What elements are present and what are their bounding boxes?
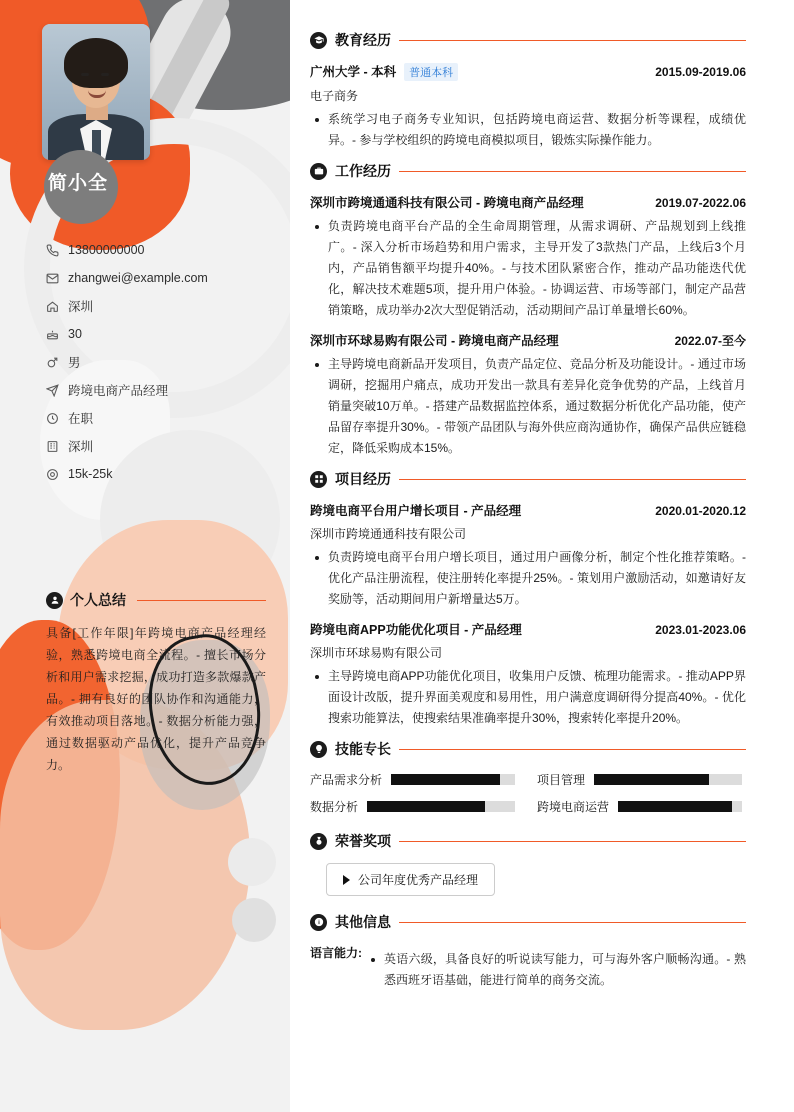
- work-date: 2019.07-2022.06: [655, 196, 746, 210]
- section-rule: [399, 749, 746, 750]
- bullet: 主导跨境电商新品开发项目，负责产品定位、竞品分析及功能设计。- 通过市场调研，挖掘用户痛点，成功开发出一款具有差异化竞争优势的产品，上线首月销量突破10万单。- 搭建产品数据监控体系，通过数据分析优化产品功能，使产品留存率提升30%。- 带领产品团队与海外供应商沟通协作，确保产品供应链稳定，降低采购成本15%。: [310, 354, 746, 459]
- bullet: 负责跨境电商平台产品的全生命周期管理，从需求调研、产品规划到上线推广。- 深入分析市场趋势和用户需求，主导开发了3款热门产品，上线后3个月内，产品销售额平均提升40%。- 与技术团队紧密合作，推动产品功能迭代优化，解决技术难题5项，提升用户体验。- 协调运营、市场等部门，制定产品营销策略，成功举办2次大型促销活动，活动期间产品订单量增长60%。: [310, 216, 746, 321]
- contact-value: 30: [68, 327, 82, 341]
- contact-row-phone: [46, 236, 276, 264]
- skill-bar: [367, 801, 515, 812]
- skill-name: 跨境电商运营: [537, 800, 610, 814]
- summary-body: 具备[工作年限]年跨境电商产品经理经验，熟悉跨境电商全流程。- 擅长市场分析和用户需求挖掘，成功打造多款爆款产品。- 拥有良好的团队协作和沟通能力，有效推动项目落地。- 数据分析能力强，通过数据驱动产品优化，提升产品竞争力。: [46, 626, 266, 772]
- section-rule: [399, 841, 746, 842]
- medal-icon: [310, 833, 327, 850]
- section-rule: [399, 171, 746, 172]
- gender-icon: [46, 356, 68, 369]
- user-icon: [46, 592, 63, 609]
- other-item: [310, 944, 746, 991]
- project-name: 跨境电商APP功能优化项目 - 产品经理: [310, 623, 522, 637]
- other-header: [310, 912, 746, 932]
- skill-item: [537, 798, 742, 815]
- skills-section: [310, 739, 746, 815]
- awards-title: 荣誉奖项: [335, 833, 391, 849]
- contact-row-email: [46, 264, 276, 292]
- education-title: 教育经历: [335, 32, 391, 48]
- education-bullets: [310, 109, 746, 151]
- section-rule: [399, 40, 746, 41]
- contact-value: zhangwei@example.com: [68, 271, 208, 285]
- mail-icon: [46, 272, 68, 285]
- contact-row-gender: [46, 348, 276, 376]
- play-triangle-icon: [343, 875, 350, 885]
- skill-item: [537, 771, 742, 788]
- project-name: 跨境电商平台用户增长项目 - 产品经理: [310, 504, 522, 518]
- project-item: [310, 620, 746, 729]
- education-date: 2015.09-2019.06: [655, 65, 746, 79]
- education-item: [310, 62, 746, 151]
- contact-row-position: [46, 376, 276, 404]
- projects-section: [310, 469, 746, 729]
- contact-value: 深圳: [68, 300, 94, 314]
- education-section: [310, 30, 746, 151]
- skill-bar: [391, 774, 515, 785]
- project-company: 深圳市环球易购有限公司: [310, 646, 443, 660]
- work-company-role: 深圳市跨境通通科技有限公司 - 跨境电商产品经理: [310, 196, 584, 210]
- skills-list: [310, 771, 746, 815]
- info-icon: [310, 914, 327, 931]
- cake-icon: [46, 328, 68, 341]
- projects-header: [310, 469, 746, 489]
- contact-value: 13800000000: [68, 243, 145, 257]
- work-item: [310, 331, 746, 459]
- project-date: 2023.01-2023.06: [655, 623, 746, 637]
- paper-plane-icon: [46, 384, 68, 397]
- status-icon: [46, 412, 68, 425]
- decorative-circle-small-2: [232, 898, 276, 942]
- other-title: 其他信息: [335, 914, 391, 930]
- skill-item: [310, 771, 515, 788]
- award-item[interactable]: [326, 863, 495, 896]
- awards-section: [310, 831, 746, 896]
- contact-row-age: [46, 320, 276, 348]
- section-rule: [399, 479, 746, 480]
- summary-rule: [137, 600, 266, 601]
- contact-value: 男: [68, 356, 81, 370]
- award-label: 公司年度优秀产品经理: [358, 873, 479, 887]
- summary-section: [46, 590, 266, 776]
- grid-icon: [310, 471, 327, 488]
- left-sidebar: [0, 0, 290, 1112]
- education-school: 广州大学 - 本科: [310, 65, 397, 79]
- project-date: 2020.01-2020.12: [655, 504, 746, 518]
- awards-header: [310, 831, 746, 851]
- main-content: [290, 0, 794, 1112]
- candidate-name: 简小全: [48, 173, 109, 194]
- education-tag: 普通本科: [404, 63, 458, 81]
- contact-value: 跨境电商产品经理: [68, 384, 169, 398]
- work-item: [310, 193, 746, 321]
- work-date: 2022.07-至今: [674, 334, 746, 348]
- contact-row-city: [46, 432, 276, 460]
- project-bullets: [310, 666, 746, 729]
- briefcase-icon: [310, 163, 327, 180]
- other-bullets: [366, 949, 746, 991]
- work-company-role: 深圳市环球易购有限公司 - 跨境电商产品经理: [310, 334, 559, 348]
- work-header: [310, 161, 746, 181]
- skill-item: [310, 798, 515, 815]
- section-rule: [399, 922, 746, 923]
- contact-value: 在职: [68, 412, 94, 426]
- phone-icon: [46, 244, 68, 257]
- project-bullets: [310, 547, 746, 610]
- bullet: 主导跨境电商APP功能优化项目，收集用户反馈、梳理功能需求。- 推动APP界面设计改版，提升界面美观度和易用性，用户满意度调研得分提高40%。- 优化搜索功能算法，使搜索结果准确率提升30%，搜索转化率提升20%。: [310, 666, 746, 729]
- skill-name: 产品需求分析: [310, 773, 383, 787]
- bulb-icon: [310, 741, 327, 758]
- contact-row-location: [46, 292, 276, 320]
- bullet: 系统学习电子商务专业知识，包括跨境电商运营、数据分析等课程，成绩优异。- 参与学校组织的跨境电商模拟项目，锻炼实际操作能力。: [310, 109, 746, 151]
- contact-info-list: [46, 236, 276, 488]
- salary-icon: [46, 468, 68, 481]
- work-bullets: [310, 354, 746, 459]
- other-label: 语言能力:: [310, 946, 362, 960]
- work-section: [310, 161, 746, 459]
- contact-row-salary: [46, 460, 276, 488]
- bullet: 英语六级，具备良好的听说读写能力，可与海外客户顺畅沟通。- 熟悉西班牙语基础，能进行简单的商务交流。: [366, 949, 746, 991]
- work-bullets: [310, 216, 746, 321]
- bullet: 负责跨境电商平台用户增长项目，通过用户画像分析，制定个性化推荐策略。- 优化产品注册流程，使注册转化率提升25%。- 策划用户激励活动，如邀请好友奖励等，活动期间用户新增量达5万。: [310, 547, 746, 610]
- education-header: [310, 30, 746, 50]
- project-item: [310, 501, 746, 610]
- contact-row-status: [46, 404, 276, 432]
- skill-name: 数据分析: [310, 800, 359, 814]
- project-company: 深圳市跨境通通科技有限公司: [310, 527, 467, 541]
- other-section: [310, 912, 746, 991]
- education-major: 电子商务: [310, 89, 359, 103]
- skill-bar: [618, 801, 742, 812]
- decorative-circle-small: [228, 838, 276, 886]
- skills-title: 技能专长: [335, 741, 391, 757]
- summary-title: 个人总结: [70, 592, 126, 608]
- avatar: [42, 24, 150, 160]
- skill-name: 项目管理: [537, 773, 586, 787]
- skill-bar: [594, 774, 742, 785]
- skills-header: [310, 739, 746, 759]
- cap-icon: [310, 32, 327, 49]
- contact-value: 深圳: [68, 440, 94, 454]
- building-icon: [46, 440, 68, 453]
- summary-header: [46, 590, 266, 610]
- projects-title: 项目经历: [335, 471, 391, 487]
- home-icon: [46, 300, 68, 313]
- work-title: 工作经历: [335, 163, 391, 179]
- contact-value: 15k-25k: [68, 467, 113, 481]
